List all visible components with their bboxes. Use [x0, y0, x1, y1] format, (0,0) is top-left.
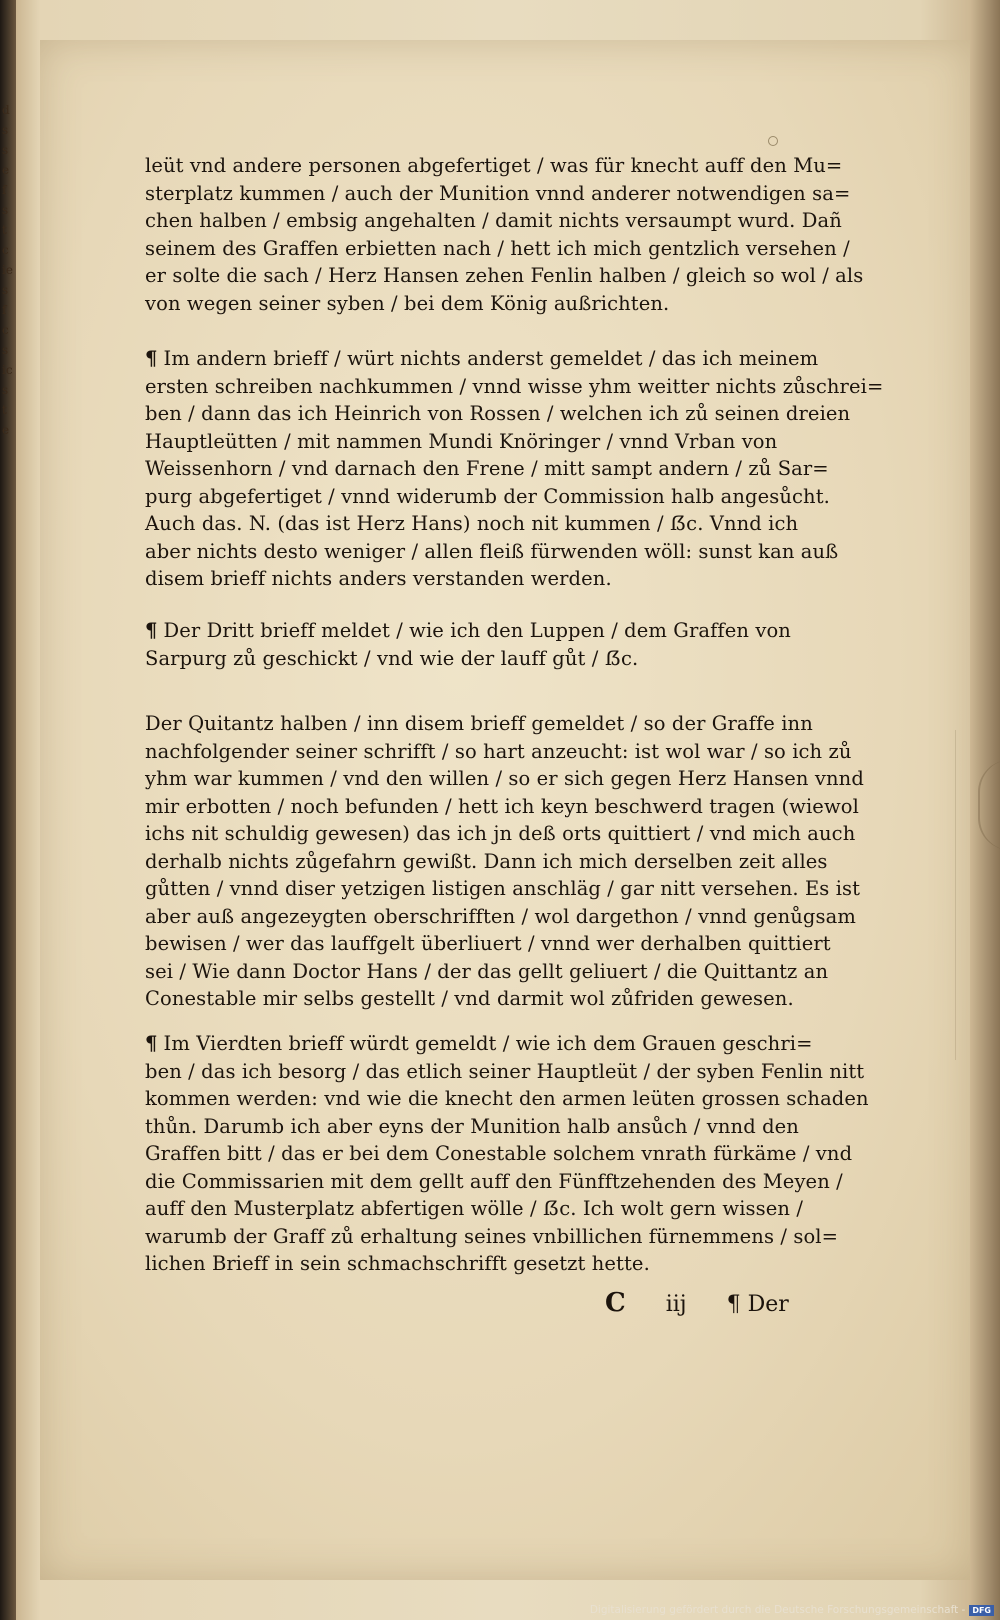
margin-fragment: s: [2, 383, 9, 397]
text-line: leüt vnd andere personen abgefertiget / was für knecht auff den Mu=: [145, 154, 843, 177]
text-line: chen halben / embsig angehalten / damit nichts versaumpt wurd. Dañ: [145, 209, 842, 232]
paragraph-mark: ¶: [145, 347, 158, 370]
text-line: gůtten / vnnd diser yetzigen listigen anschläg / gar nitt versehen. Es ist: [145, 877, 861, 900]
text-line: Graffen bitt / das er bei dem Conestable solchem vnrath fürkäme / vnd: [145, 1142, 853, 1165]
text-line: purg abgefertiget / vnnd widerumb der Commission halb angesůcht.: [145, 484, 830, 508]
margin-fragment: f: [2, 303, 7, 317]
paper-blemish: [768, 136, 778, 146]
paragraph-mark: ¶: [145, 1032, 158, 1055]
text-line: er solte die sach / Herz Hansen zehen Fenlin halben / gleich so wol / als: [145, 264, 864, 287]
text-line: ichs nit schuldig gewesen) das ich jn deß orts quittiert / vnd mich auch: [145, 822, 856, 845]
signature-mark: C: [605, 1288, 626, 1318]
text-line: aber nichts desto weniger / allen fleiß fürwenden wöll: sunst kan auß: [145, 539, 839, 563]
credit-text: Digitalisierung gefördert durch die Deutsche Forschungsgemeinschaft -: [589, 1604, 966, 1616]
margin-fragment: f: [2, 183, 7, 197]
text-line: seinem des Graffen erbietten nach / hett ich mich gentzlich versehen /: [145, 236, 850, 260]
text-line: ben / dann das ich Heinrich von Rossen / welchen ich zů seinen dreien: [145, 402, 851, 425]
text-line: Weissenhorn / vnd darnach den Frene / mitt sampt andern / zů Sar=: [145, 457, 829, 480]
folio-number: iij: [665, 1292, 687, 1317]
text-line: ben / das ich besorg / das etlich seiner Hauptleüt / der syben Fenlin nitt: [145, 1059, 865, 1083]
paragraph-5: [145, 1030, 869, 1278]
margin-fragment: t: [2, 223, 7, 237]
margin-fragment: s: [2, 143, 9, 157]
catchword: ¶ Der: [726, 1292, 789, 1317]
margin-fragment: c: [2, 323, 9, 337]
text-line: ersten schreiben nachkummen / vnnd wisse yhm weitter nichts zůschrei=: [145, 374, 884, 398]
page-footer: [605, 1288, 845, 1318]
paragraph-4: [145, 710, 864, 1013]
margin-fragment: e: [2, 163, 10, 177]
text-line: die Commissarien mit dem gellt auff den Fünfftzehenden des Meyen /: [145, 1169, 843, 1193]
paragraph-mark: ¶: [145, 619, 158, 642]
text-line: bewisen / wer das lauffgelt überliuert / vnnd wer derhalben quittiert: [145, 932, 831, 955]
digitization-credit: [590, 1604, 994, 1616]
margin-fragment: s: [2, 283, 9, 297]
text-line: Der Quitantz halben / inn disem brieff gemeldet / so der Graffe inn: [145, 712, 813, 735]
margin-fragment: s: [2, 203, 9, 217]
text-line: warumb der Graff zů erhaltung seines vnbillichen fürnemmens / sol=: [145, 1224, 839, 1248]
text-line: disem brieff nichts anders verstanden werden.: [145, 567, 612, 590]
text-line: [145, 1030, 845, 1058]
paragraph-2: [145, 345, 884, 593]
margin-fragment: c: [2, 243, 9, 257]
margin-fragment: s: [2, 123, 9, 137]
paragraph-1: [145, 152, 864, 317]
text-line-body: Im andern brieff / würt nichts anderst gemeldet / das ich meinem: [163, 347, 819, 370]
text-line: thůn. Darumb ich aber eyns der Munition halb ansůch / vnnd den: [145, 1114, 799, 1138]
previous-page-margin: [0, 100, 14, 700]
text-line: Conestable mir selbs gestellt / vnd darmit wol zůfriden gewesen.: [145, 987, 794, 1010]
text-line: kommen werden: vnd wie die knecht den armen leüten grossen schaden: [145, 1087, 869, 1110]
text-line: sterplatz kummen / auch der Munition vnnd anderer notwendigen sa=: [145, 181, 851, 205]
text-line: Sarpurg zů geschickt / vnd wie der lauff gůt / ẞc.: [145, 646, 639, 670]
text-line-body: Der Dritt brieff meldet / wie ich den Luppen / dem Graffen von: [163, 619, 791, 642]
text-line: [145, 345, 845, 373]
text-line: lichen Brieff in sein schmachschrifft gesetzt hette.: [145, 1252, 650, 1275]
margin-fragment: s: [2, 343, 9, 357]
text-line-body: Im Vierdten brieff würdt gemeldt / wie ich dem Grauen geschri=: [163, 1032, 813, 1055]
paragraph-3: [145, 617, 845, 672]
text-line: sei / Wie dann Doctor Hans / der das gellt geliuert / die Quittantz an: [145, 959, 829, 983]
margin-fragment: e: [2, 423, 10, 437]
text-line: nachfolgender seiner schrifft / so hart anzeucht: ist wol war / so ich zů: [145, 739, 852, 763]
text-line: Auch das. N. (das ist Herz Hans) noch nit kummen / ẞc. Vnnd ich: [145, 512, 799, 535]
text-line: aber auß angezeygten oberschrifften / wol dargethon / vnnd genůgsam: [145, 904, 856, 928]
text-line: von wegen seiner syben / bei dem König außrichten.: [145, 291, 670, 315]
margin-fragment: d: [2, 103, 10, 117]
margin-fragment: ie: [2, 263, 13, 277]
text-line: yhm war kummen / vnd den willen / so er sich gegen Herz Hansen vnnd: [145, 767, 864, 790]
document-page: [40, 40, 970, 1580]
text-line: derhalb nichts zůgefahrn gewißt. Dann ich mich derselben zeit alles: [145, 849, 828, 873]
text-line: Hauptleütten / mit nammen Mundi Knöringer / vnnd Vrban von: [145, 429, 778, 453]
text-line: auff den Musterplatz abfertigen wölle / ẞc. Ich wolt gern wissen /: [145, 1197, 804, 1220]
text-line: mir erbotten / noch befunden / hett ich keyn beschwerd tragen (wiewol: [145, 794, 859, 818]
margin-fragment: t: [2, 403, 7, 417]
text-line: [145, 617, 845, 645]
dfg-logo-badge: DFG: [969, 1605, 994, 1616]
margin-fragment: ic: [2, 363, 13, 377]
